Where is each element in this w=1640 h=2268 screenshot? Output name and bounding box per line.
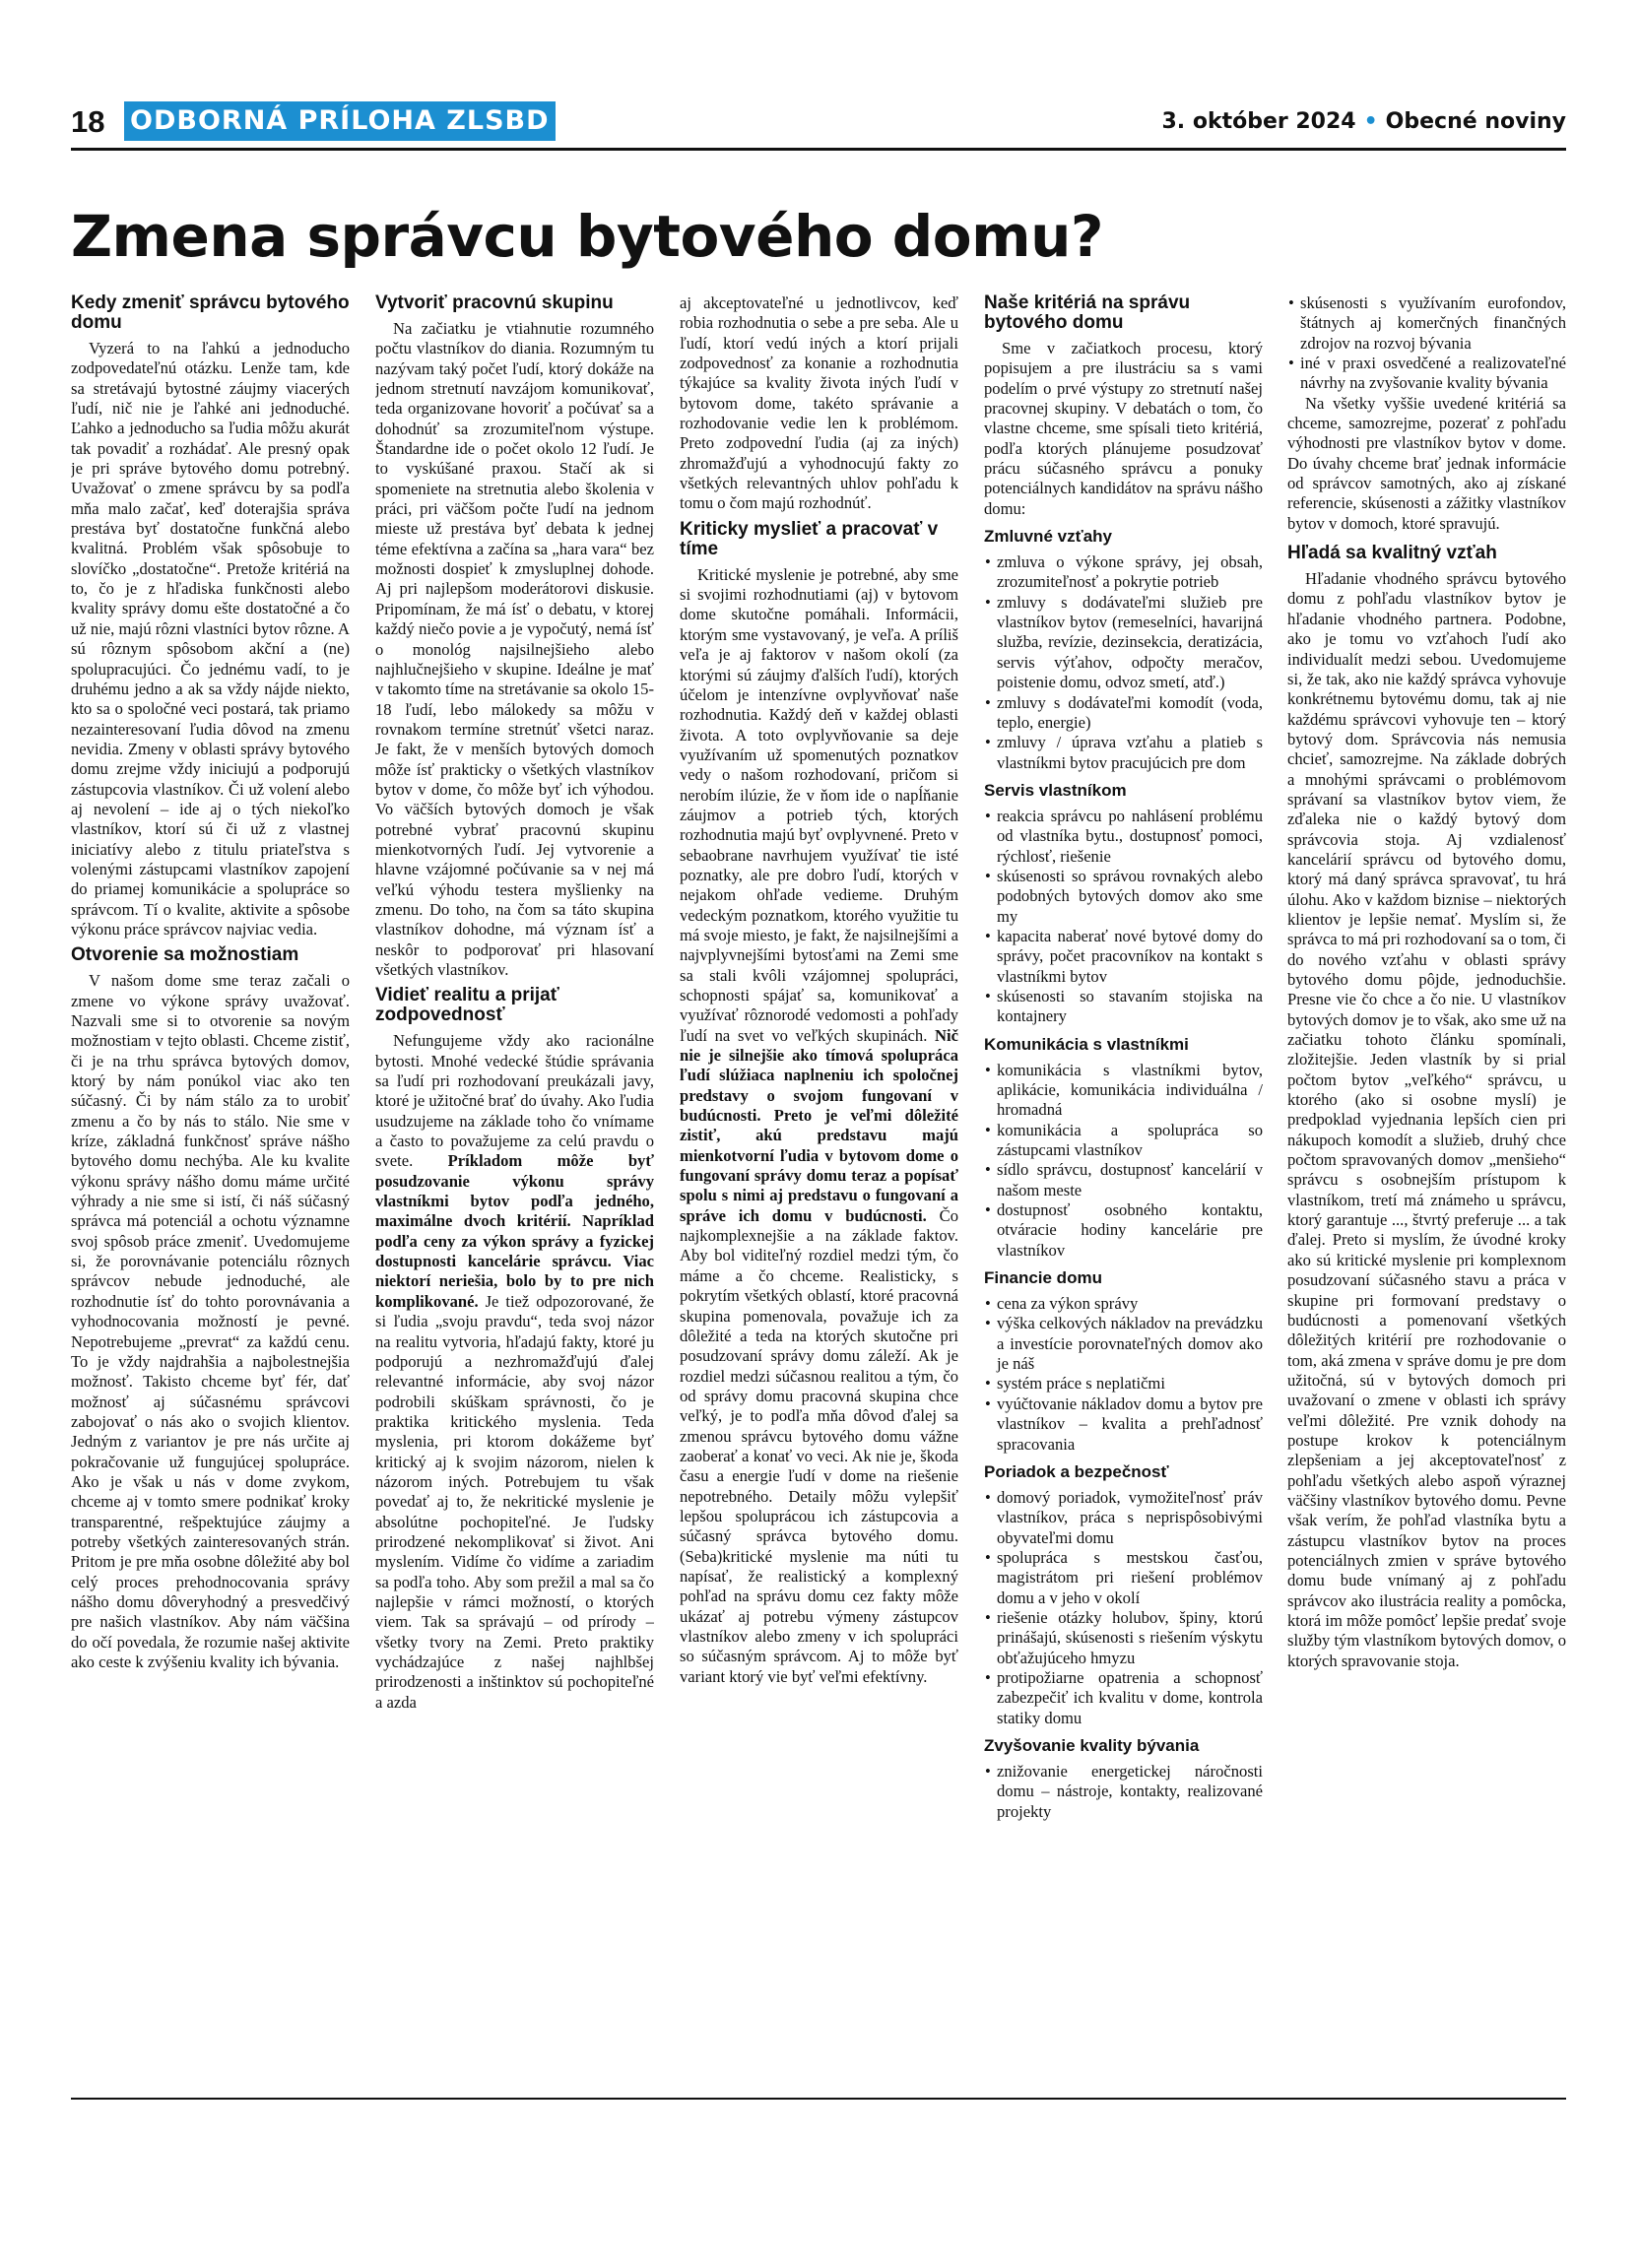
column-4 (984, 293, 1263, 2076)
list-item: • reakcia správcu po nahlásení problému od vlastníka bytu., dostupnosť pomoci, rýchlosť, riešenie (984, 807, 1263, 867)
criteria-heading: Poriadok a bezpečnosť (984, 1461, 1169, 1481)
list-item: • riešenie otázky holubov, špiny, ktorú prinášajú, skúsenosti s riešením výskytu obťažujúceho hmyzu (984, 1608, 1263, 1668)
list-item: • zmluvy s dodávateľmi služieb pre vlastníkov bytov (remeselníci, havarijná služba, revízie, dezinsekcia, deratizácia, servis výťahov, odpočty meračov, poistenie domu, odvoz smetí, atď.) (984, 593, 1263, 693)
criteria-list (984, 807, 1263, 1027)
page-header (71, 101, 1566, 145)
header-rule (71, 148, 1566, 151)
criteria-list (984, 1294, 1263, 1455)
subheading: Naše kritériá na správu bytového domu (984, 293, 1191, 333)
column-1 (71, 293, 350, 2076)
paragraph: V našom dome sme teraz začali o zmene vo výkone správy uvažovať. Nazvali sme si to otvorenie sa novým možnostiam v tejto oblasti. Chceme zistiť, či je na trhu správca bytových domov, ktorý by nám ponúkol viac ako ten súčasný. Či by nám stálo za to urobiť zmenu a čo by nás to stálo. Nie sme v kríze, základná funkčnosť správe nášho bytového domu nechýba. Ale ku kvalite výkonu správy nášho domu máme určité výhrady a nie sme si istí, či náš súčasný správca má potenciál a ochotu významne svoj spôsob práce zmeniť. Uvedomujeme si, že porovnávanie potenciálu rôznych správcov nebude jednoduché, ale rozhodnutie ísť do tohto porovnávania a vyhodnocovania možností je pevné. Nepotrebujeme „prevrat“ za každú cenu. To je vždy najdrahšia a najbolestnejšia možnosť. Takisto chceme byť fér, dať možnosť aj súčasnému správcovi zabojovať o nás ako o svojich klientov. Jedným z variantov je pre nás určite aj pokračovanie už fungujúcej spolupráce. Ako je však u nás v dome zvykom, chceme aj v tomto smere podnikať kroky transparentné, rešpektujúce záujmy a potreby všetkých zainteresovaných strán. Pritom je pre mňa osobne dôležité aby bol celý proces prehodnocovania správy nášho domu dôveryhodný a presvedčivý pre našich vlastníkov. Aby nám väčšina do očí povedala, že rozumie našej aktivite ako ceste k zvýšeniu kvality ich bývania. (71, 971, 350, 1671)
criteria-list (984, 1488, 1263, 1728)
criteria-heading: Zmluvné vzťahy (984, 527, 1113, 547)
list-item: • spolupráca s mestskou časťou, magistrátom pri riešení problémov domu a v jeho v okolí (984, 1548, 1263, 1608)
text-run: Je tiež odpozorované, že si ľudia „svoju pravdu“, teda svoj názor na realitu vytvoria, hľadajú fakty, ktoré ju podporujú a nezhromažďujú ďalej relevantné informácie, aby svoj názor podrobili skúškam správnosti, čo je praktika kritického myslenia. Teda myslenia, pri ktorom dokážeme byť kritický aj k svojim názorom, nielen k názorom iných. Potrebujem tu však povedať aj to, že nekritické myslenie je absolútne pochopiteľné. Je ľudsky prirodzené nekomplikovať si život. Ani myslením. Vidíme čo vidíme a zariadim sa podľa toho. Aby som prežil a mal sa čo najlepšie v rámci možností, o ktorých viem. Tak sa správajú – od prírody – všetky tvory na Zemi. Preto praktiky vychádzajúce z našej najhlbšej prirodzenosti a inštinktov sú pochopiteľné a azda (375, 1291, 654, 1712)
section-label: ODBORNÁ PRÍLOHA ZLSBD (124, 101, 556, 141)
subheading: Vidieť realitu a prijať zodpovednosť (375, 985, 559, 1026)
text-run: Nefungujeme vždy ako racionálne bytosti. Mnohé vedecké štúdie správania sa ľudí pri rozhodovaní preukázali javy, ktoré je užitočné brať do úvahy. Ako ľudia usudzujeme na základe toho čo vnímame a často to považujeme za celú pravdu o svete. (375, 1031, 654, 1171)
list-item: • dostupnosť osobného kontaktu, otváracie hodiny kancelárie pre vlastníkov (984, 1200, 1263, 1261)
criteria-list (984, 1061, 1263, 1261)
subheading: Kedy zmeniť správcu bytového domu (71, 293, 350, 333)
list-item: • skúsenosti so správou rovnakých alebo podobných bytových domov ako sme my (984, 867, 1263, 927)
list-item: • sídlo správcu, dostupnosť kancelárií v našom meste (984, 1160, 1263, 1200)
column-3 (680, 293, 958, 2076)
subheading: Vytvoriť pracovnú skupinu (375, 293, 614, 313)
article-headline: Zmena správcu bytového domu? (71, 203, 1104, 270)
list-item: • komunikácia a spolupráca so zástupcami vlastníkov (984, 1121, 1263, 1161)
page-number: 18 (71, 104, 105, 139)
criteria-heading: Komunikácia s vlastníkmi (984, 1034, 1189, 1054)
text-run: Čo najkomplexnejšie a na základe faktov. Aby bol viditeľný rozdiel medzi tým, čo máme a čo chceme. Realisticky, s pokrytím všetkých oblastí, ktoré pracovná skupina pomenovala, považuje ich za dôležité a teda na ktorých skutočne pri posudzovaní správy domu záleží. Ak je rozdiel medzi súčasnou realitou a tým, čo od správy domu pracovná skupina chce veľký, je to podľa mňa dôvod ďalej sa zmenou správcu bytového domu vážne zaoberať a konať vo veci. Ak nie je, škoda času a energie ľudí v dome na riešenie nepotrebného. Detaily môžu vylepšiť lepšou spoluprácou ich zástupcovia a súčasný správca bytového domu. (Seba)kritické myslenie ma núti tu napísať, že realistický a komplexný pohľad na správu domu cez fakty môže ukázať aj potrebu výmeny zástupcov vlastníkov alebo zmeny v ich spolupráci so súčasným správcom. Aj to môže byť variant ktorý vie byť veľmi efektívny. (680, 1205, 958, 1686)
list-item: • zmluvy s dodávateľmi komodít (voda, teplo, energie) (984, 693, 1263, 734)
list-item: • protipožiarne opatrenia a schopnosť zabezpečiť ich kvalitu v dome, kontrola statiky domu (984, 1668, 1263, 1728)
issue-date: 3. október 2024 (1161, 109, 1356, 134)
list-item: • skúsenosti s využívaním eurofondov, štátnych aj komerčných finančných zdrojov na rozvoj bývania (1287, 293, 1566, 354)
article-body (71, 293, 1566, 2076)
list-item: • skúsenosti so stavaním stojiska na kontajnery (984, 987, 1263, 1027)
paragraph: Sme v začiatkoch procesu, ktorý popisujem a pre ilustráciu sa s vami podelím o prvé výstupy zo stretnutí našej pracovnej skupiny. V debatách o tom, čo vlastne chceme, sme spísali tieto kritériá, podľa ktorých plánujeme posudzovať prácu súčasného správcu a ponuky potenciálnych kandidátov na správu nášho domu: (984, 339, 1263, 518)
subheading: Otvorenie sa možnostiam (71, 944, 299, 966)
footer-rule (71, 2098, 1566, 2100)
list-item: • znižovanie energetickej náročnosti domu – nástroje, kontakty, realizované projekty (984, 1762, 1263, 1822)
list-item: • zmluva o výkone správy, jej obsah, zrozumiteľnosť a pokrytie potrieb (984, 552, 1263, 593)
list-item: • zmluvy / úprava vzťahu a platieb s vlastníkmi bytov pracujúcich pre dom (984, 733, 1263, 773)
subheading: Hľadá sa kvalitný vzťah (1287, 543, 1497, 564)
issue-info (1162, 105, 1567, 139)
list-item: • vyúčtovanie nákladov domu a bytov pre vlastníkov – kvalita a prehľadnosť spracovania (984, 1394, 1263, 1455)
list-item: • výška celkových nákladov na prevádzku a investície porovnateľných domov ako je náš (984, 1314, 1263, 1374)
list-item: • systém práce s neplatičmi (984, 1374, 1263, 1393)
bold-text-run: Nič nie je silnejšie ako tímová spolupráca ľudí slúžiaca naplneniu ich spoločnej predstavy o svojom fungovaní v budúcnosti. Preto je veľmi dôležité zistiť, akú predstavu majú mienkotvorní ľudia v bytovom dome o fungovaní správy domu teraz a popísať spolu s nimi aj predstavu o fungovaní a správe ich domu v budúcnosti. (680, 1025, 958, 1225)
column-5 (1287, 293, 1566, 2076)
criteria-list (1287, 293, 1566, 394)
bold-text-run: Príkladom môže byť posudzovanie výkonu správy vlastníkmi bytov podľa jedného, maximálne dvoch kritérií. Napríklad podľa ceny za výkon správy a fyzickej dostupnosti kancelárie správcu. Viac niektorí neriešia, bolo by to pre nich komplikované. (375, 1151, 654, 1311)
criteria-list (984, 1762, 1263, 1822)
publication-name: Obecné noviny (1385, 109, 1566, 134)
paragraph: Vyzerá to na ľahkú a jednoducho zodpovedateľnú otázku. Lenže tam, kde sa stretávajú bytostné záujmy viacerých ľudí, nič nie je ľahké ani jednoduché. Ľahko a jednoducho sa ľudia môžu akurát tak povadiť a rozhádať. Ale presný opak je pri správe bytového domu potrebný. Uvažovať o zmene správcu by sa podľa mňa malo začať, keď doterajšia správa prestáva byť dostatočne funkčná alebo kvalitná. Problém však spôsobuje to slovíčko „dostatočne“. Pretože kritériá na to, čo je z hľadiska funkčnosti alebo kvality správy domu ešte dostatočné a čo už nie, majú rôzni vlastníci bytov rôzne. A sú rôznym spôsobom akční a (ne) spolupracujúci. Čo jednému vadí, to je druhému jedno a ak sa vždy nájde niekto, kto sa o spoločné veci postará, tak priamo nezainteresovaní ľudia dôvod na zmenu nevidia. Zmeny v oblasti správy bytového domu zrejme vždy iniciujú a podporujú zástupcovia vlastníkov. Či už volení alebo aj nevolení – ide aj o tých niekoľko vlastníkov, ktorí sú či už z vlastnej iniciatívy alebo z titulu priateľstva s volenými zástupcami vlastníkov zapojení do priamej komunikácie a spolupráce so správcom. Tí o kvalite, aktivite a spôsobe výkonu práce správcov najviac vedia. (71, 339, 350, 939)
paragraph (680, 565, 958, 1687)
list-item: • kapacita naberať nové bytové domy do správy, počet pracovníkov na kontakt s vlastníkmi bytov (984, 927, 1263, 987)
paragraph: Na začiatku je vtiahnutie rozumného počtu vlastníkov do diania. Rozumným tu nazývam taký počet ľudí, ktorý dokáže na jednom stretnutí navzájom komunikovať, teda organizovane hovoriť a počúvať sa a dohodnúť sa zrozumiteľnom výstupe. Štandardne ide o počet okolo 12 ľudí. Je to vyskúšané praxou. Stačí ak si spomeniete na stretnutia alebo školenia v práci, pri väčšom počte ľudí na jednom mieste už prestáva byť debata k jednej téme efektívna a začína sa „hara vara“ bez možnosti dospieť k zmysluplnej dohode. Aj pri najlepšom moderátorovi diskusie. Pripomínam, že má ísť o debatu, v ktorej každý niečo povie a je vypočutý, nemá ísť o monológ najsilnejšieho alebo najhlučnejšieho v skupine. Ideálne je mať v takomto tíme na stretávanie sa okolo 15-18 ľudí, lebo málokedy sa môžu v rovnakom termíne stretnúť všetci naraz. Je fakt, že v menších bytových domoch môže ísť prakticky o všetkých vlastníkov bytov v dome, čo môže byť ich výhodou. Vo väčších bytových domoch je však potrebné vybrať pracovnú skupinu mienkotvorných ľudí. Jej vytvorenie a hlavne vzájomné počúvanie sa v nej má veľkú výhodu testera myšlienky na zmenu. Do toho, na čom sa táto skupina vlastníkov dohodne, má význam ísť a neskôr to podporovať pri hlasovaní všetkých vlastníkov. (375, 319, 654, 979)
paragraph: Na všetky vyššie uvedené kritériá sa chceme, samozrejme, pozerať z pohľadu výhodnosti pre vlastníkov bytov v dome. Do úvahy chceme brať jednak informácie od správcov samotných, ako aj získané referencie, skúsenosti a zážitky vlastníkov bytov v domoch, ktoré spravujú. (1287, 393, 1566, 533)
list-item: • cena za výkon správy (984, 1294, 1263, 1314)
list-item: • komunikácia s vlastníkmi bytov, aplikácie, komunikácia individuálna / hromadná (984, 1061, 1263, 1121)
paragraph: Hľadanie vhodného správcu bytového domu z pohľadu vlastníkov bytov je hľadanie vhodného partnera. Podobne, ako je tomu vo vzťahoch ľudí ako individualít medzi sebou. Uvedomujeme si, že tak, ako nie každý správca vyhovuje konkrétnemu bytovému domu, tak aj nie každému správcovi vyhovuje ten – ktorý bytový dom. Správcovia nás nemusia chcieť, samozrejme. Na základe dobrých a mnohými správcami o problémovom správaní sa vlastníkov bytov viem, že zďaleka nie o každý bytový dom správcovia stoja. Aj vzdialenosť kancelárií správcu od bytového domu, ktorý má daný správca spravovať, tu hrá úlohu. Ako v každom biznise – niektorých klientov je lepšie nemať. Myslím si, že správca to má pri rozhodovaní sa o tom, či do nového vzťahu v oblasti správy bytového domu pôjde, jednoduchšie. Presne vie čo chce a čo nie. U vlastníkov bytových domov je to však, ako sme už na začiatku tohoto článku spomínali, zložitejšie. Jeden vlastník by si prial počtom bytov „veľkého“ správcu, u ktorého (ako si osobne myslí) je predpoklad vyjednania lepších cien pri nákupoch komodít a služieb, druhý chce počtom spravovaných domov „menšieho“ správcu s osobnejším prístupom k vlastníkom, tretí má známeho u správcu, ktorý garantuje ..., štvrtý preferuje ... a tak ďalej. Preto si myslím, že úvodné kroky ako sú kritické myslenie pri komplexnom posudzovaní súčasného stavu a práca v skupine pri formovaní predstavy o budúcnosti a pomenovaní všetkých dôležitých kritérií pre rozhodovanie o tom, aká zmena v správe domu je pre dom užitočná, sú v bytových domoch pri uvažovaní o zmene v oblasti ich správy veľmi dôležité. Pre vznik dohody na postupe krokov k potenciálnym zlepšeniam a jej akceptovateľnosť z pohľadu všetkých alebo aspoň výraznej väčšiny vlastníkov bytového domu. Pevne však verím, že pohľad vlastníka bytu a zástupcu vlastníkov bytov na proces potenciálnych zmien v správe bytového domu bude vnímaný aj z pohľadu správcov ako ilustrácia reality a pomôcka, ktorá im môže pomôcť lepšie predať svoje služby tým vlastníkom bytových domov, o ktorých spravovanie stoja. (1287, 569, 1566, 1670)
paragraph (375, 1031, 654, 1713)
criteria-list (984, 552, 1263, 773)
header-separator: • (1363, 109, 1378, 134)
list-item: • iné v praxi osvedčené a realizovateľné návrhy na zvyšovanie kvality bývania (1287, 354, 1566, 394)
text-run: Kritické myslenie je potrebné, aby sme si svojimi rozhodnutiami (aj) v bytovom dome skutočne pomáhali. Informácii, ktorým sme vystavovaný, je veľa. A príliš veľa je aj faktorov v našom okolí (za ktorými sú záujmy ďalších ľudí), ktorých účelom je intenzívne ovplyvňovať naše rozhodnutia. Každý deň v každej oblasti života. A toto ovplyvňovanie sa deje využívaním už spomenutých poznatkov vedy o našom rozhodovaní, pričom si nerobím ilúzie, že v ňom ide o napĺňanie záujmov a potrieb tých, ktorých rozhodnutia majú byť ovplyvnené. Preto v sebaobrane navrhujem využívať tie isté poznatky, ale pre dobro ľudí, ktorých v nejakom ohľade vedieme. Druhým vedeckým poznatkom, ktorého využitie tu má svoje miesto, je fakt, že najsilnejšími a najvplyvnejšími bytosťami na Zemi sme sa stali kvôli vzájomnej spolupráci, schopnosti spájať sa, komunikovať a využívať rôznorodé vedomosti a pohľady ľudí na svet vo veľkých skupinách. (680, 564, 958, 1045)
subheading: Kriticky myslieť a pracovať v tíme (680, 518, 939, 559)
list-item: • domový poriadok, vymožiteľnosť práv vlastníkov, práca s neprispôsobivými obyvateľmi domu (984, 1488, 1263, 1548)
criteria-heading: Servis vlastníkom (984, 780, 1127, 800)
paragraph: aj akceptovateľné u jednotlivcov, keď robia rozhodnutia o sebe a pre seba. Ale u ľudí, ktorí vedú iných a ktorí prijali zodpovednosť za konanie a rozhodnutia týkajúce sa kvality života iných ľudí v bytovom dome, takéto správanie a rozhodovanie vedie len k problémom. Preto zodpovední ľudia (aj za iných) zhromažďujú a vyhodnocujú fakty zo všetkých relevantných uhlov pohľadu k tomu o čom majú rozhodnúť. (680, 293, 958, 513)
column-2 (375, 293, 654, 2076)
criteria-heading: Zvyšovanie kvality bývania (984, 1735, 1200, 1755)
criteria-heading: Financie domu (984, 1268, 1102, 1288)
